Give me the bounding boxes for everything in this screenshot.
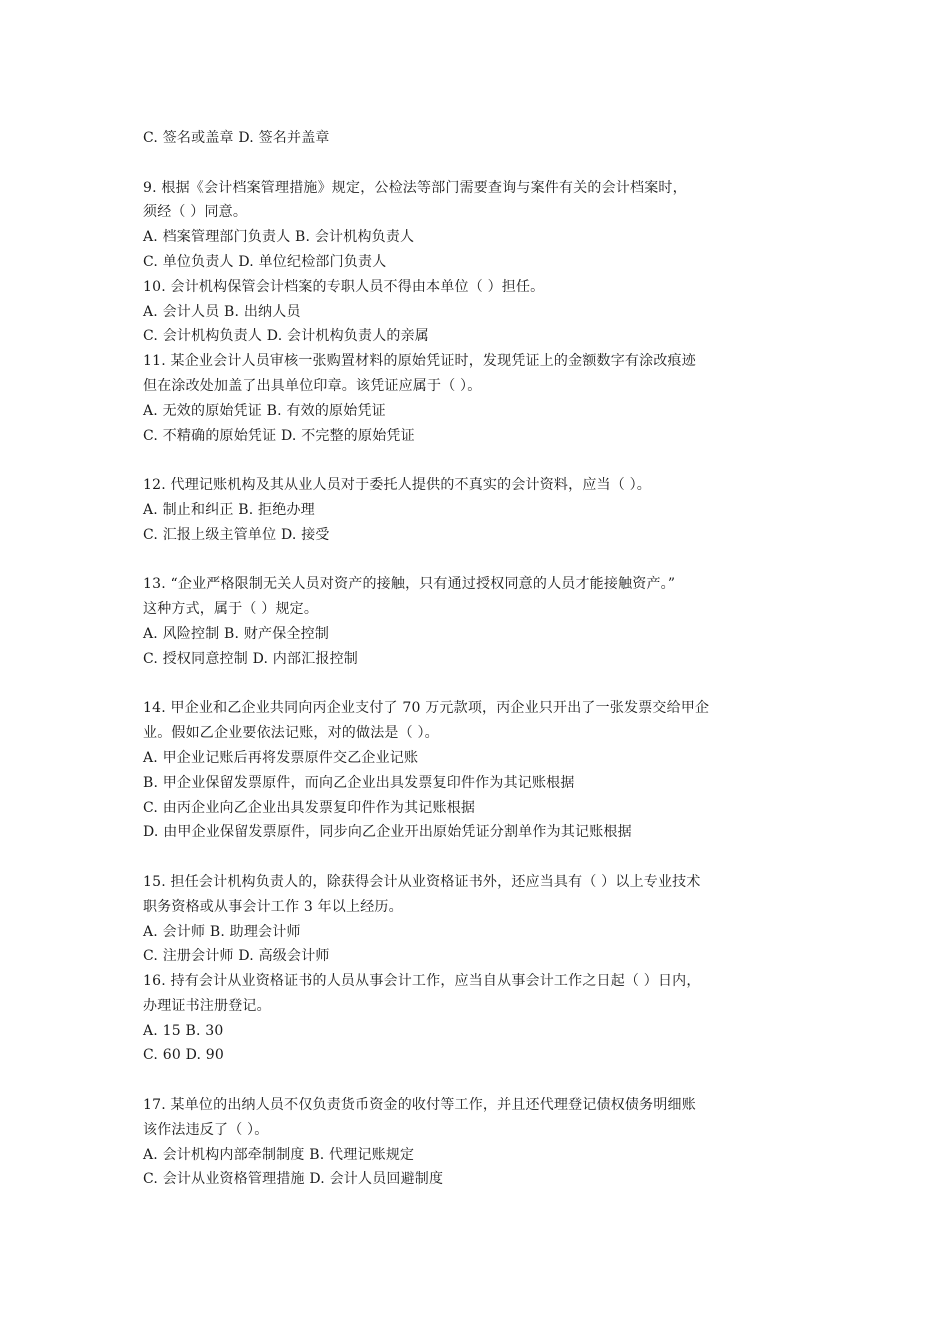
text-line: 10. 会计机构保管会计档案的专职人员不得由本单位（ ）担任。 xyxy=(143,278,545,295)
text-line: C. 签名或盖章 D. 签名并盖章 xyxy=(143,130,330,146)
text-line: D. 由甲企业保留发票原件，同步向乙企业开出原始凭证分割单作为其记账根据 xyxy=(143,824,632,841)
document-body xyxy=(143,126,823,1192)
text-line: A. 15 B. 30 xyxy=(143,1022,224,1039)
blank-line xyxy=(143,845,823,870)
text-line: 该作法违反了（ ）。 xyxy=(143,1121,269,1138)
text-line: A. 无效的原始凭证 B. 有效的原始凭证 xyxy=(143,402,386,419)
text-line: C. 单位负责人 D. 单位纪检部门负责人 xyxy=(143,253,387,270)
text-line: A. 会计人员 B. 出纳人员 xyxy=(143,303,301,320)
text-line: C. 汇报上级主管单位 D. 接受 xyxy=(143,526,330,543)
text-line: C. 不精确的原始凭证 D. 不完整的原始凭证 xyxy=(143,427,415,444)
text-line: 办理证书注册登记。 xyxy=(143,997,271,1014)
text-line: B. 甲企业保留发票原件，而向乙企业出具发票复印件作为其记账根据 xyxy=(143,774,575,791)
text-line: C. 会计从业资格管理措施 D. 会计人员回避制度 xyxy=(143,1171,444,1188)
text-line: A. 会计机构内部牵制制度 B. 代理记账规定 xyxy=(143,1146,415,1163)
text-line: 9. 根据《会计档案管理措施》规定，公检法等部门需要查询与案件有关的会计档案时， xyxy=(143,179,687,196)
text-line: 15. 担任会计机构负责人的，除获得会计从业资格证书外，还应当具有（ ）以上专业技术 xyxy=(143,873,701,890)
text-line: C. 由丙企业向乙企业出具发票复印件作为其记账根据 xyxy=(143,799,476,816)
text-line: 16. 持有会计从业资格证书的人员从事会计工作，应当自从事会计工作之日起（ ）日内， xyxy=(143,973,701,990)
text-line: 职务资格或从事会计工作 3 年以上经历。 xyxy=(143,898,403,915)
text-line: A. 风险控制 B. 财产保全控制 xyxy=(143,625,330,642)
blank-line xyxy=(143,548,823,573)
blank-line xyxy=(143,672,823,697)
text-line: A. 制止和纠正 B. 拒绝办理 xyxy=(143,501,315,518)
blank-line xyxy=(143,448,823,473)
text-line: 17. 某单位的出纳人员不仅负责货币资金的收付等工作，并且还代理登记债权债务明细账 xyxy=(143,1097,696,1114)
blank-line xyxy=(143,151,823,176)
text-line: 业。假如乙企业要依法记账，对的做法是（ ）。 xyxy=(143,725,439,742)
text-line: 12. 代理记账机构及其从业人员对于委托人提供的不真实的会计资料，应当（ ）。 xyxy=(143,477,651,494)
text-line: C. 60 D. 90 xyxy=(143,1047,225,1064)
text-line: A. 会计师 B. 助理会计师 xyxy=(143,923,301,940)
blank-line xyxy=(143,1068,823,1093)
text-line: 13. “企业严格限制无关人员对资产的接触，只有通过授权同意的人员才能接触资产。” xyxy=(143,576,676,593)
text-line: 这种方式，属于（ ）规定。 xyxy=(143,601,319,618)
text-line: C. 注册会计师 D. 高级会计师 xyxy=(143,948,330,965)
text-line: A. 档案管理部门负责人 B. 会计机构负责人 xyxy=(143,229,415,246)
text-line: 14. 甲企业和乙企业共同向丙企业支付了 70 万元款项，丙企业只开出了一张发票交给甲企 xyxy=(143,700,710,717)
text-line: 须经（ ）同意。 xyxy=(143,204,248,221)
text-line: A. 甲企业记账后再将发票原件交乙企业记账 xyxy=(143,749,419,766)
text-line: C. 会计机构负责人 D. 会计机构负责人的亲属 xyxy=(143,328,429,345)
text-line: C. 授权同意控制 D. 内部汇报控制 xyxy=(143,650,358,667)
text-line: 11. 某企业会计人员审核一张购置材料的原始凭证时，发现凭证上的金额数字有涂改痕迹 xyxy=(143,353,696,370)
text-line: 但在涂改处加盖了出具单位印章。该凭证应属于（ ）。 xyxy=(143,377,482,394)
